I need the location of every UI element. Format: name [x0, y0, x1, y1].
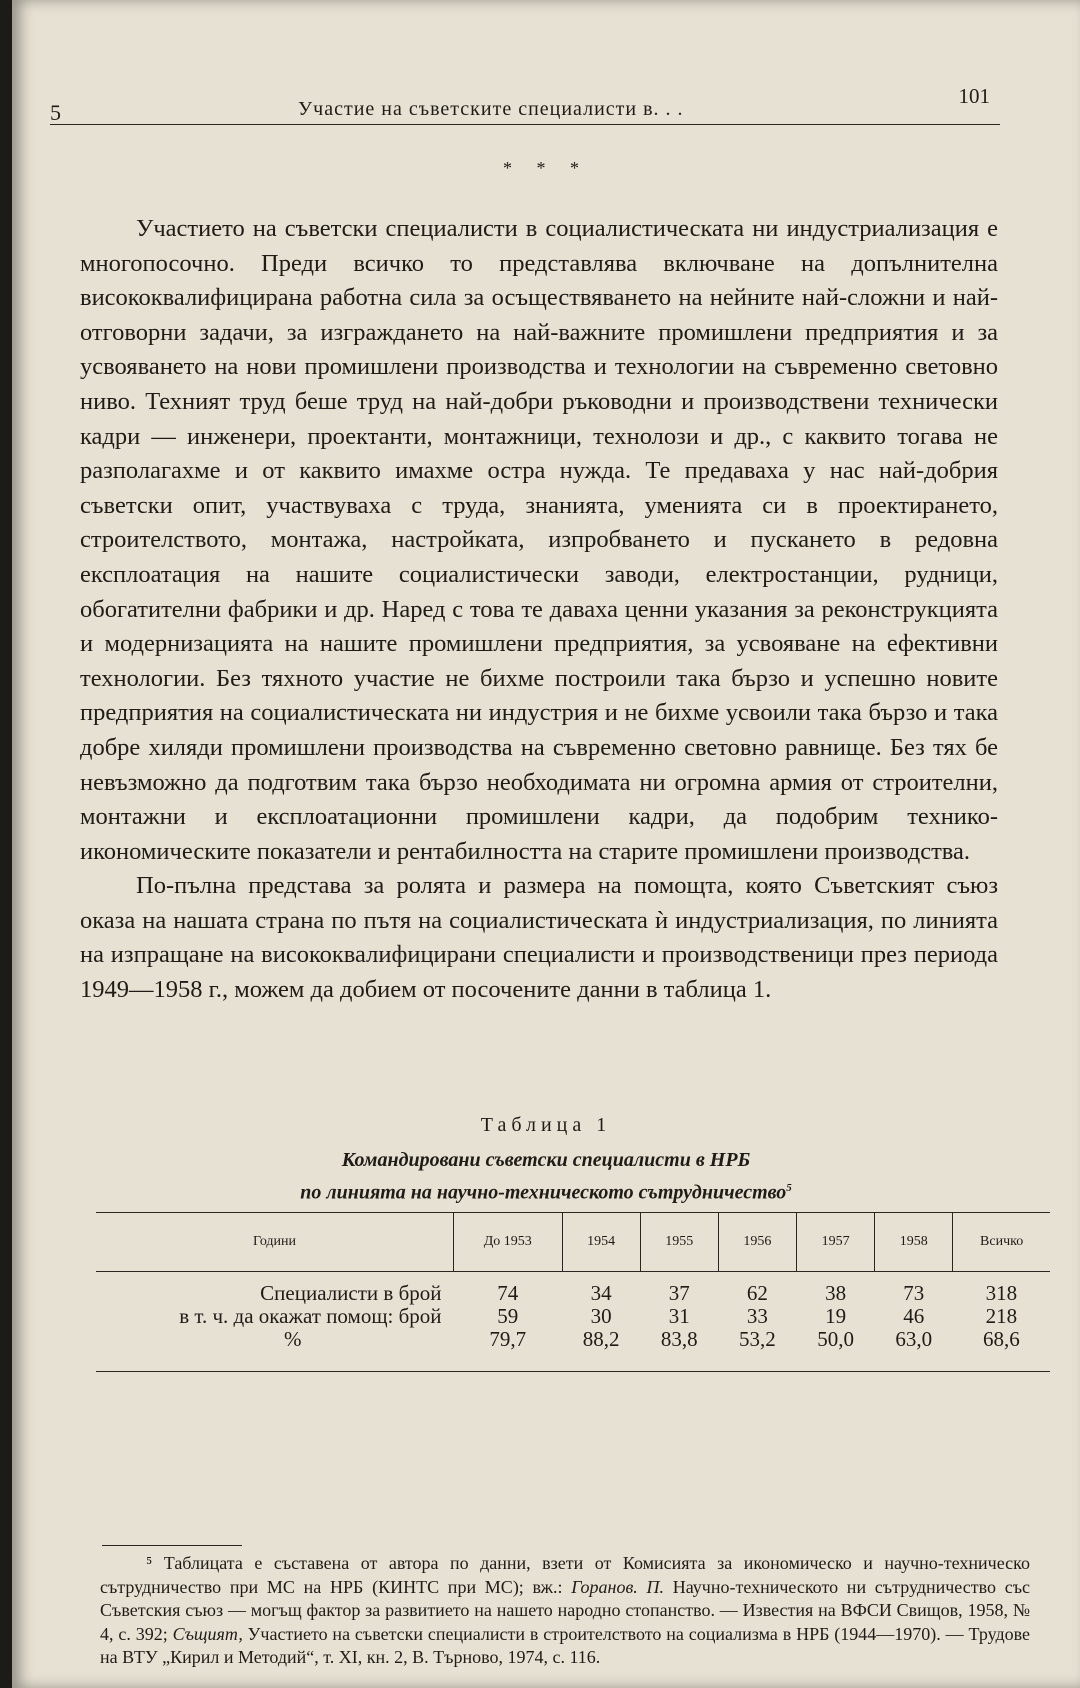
cell-value: 19 — [825, 1304, 847, 1328]
paragraph: По-пълна представа за ролята и размера на помощта, която Съветският съюз оказа на нашата страна по пътя на социалистическата ѝ индустриализация, по линията на изпращане на висококвалифицирани специалисти и производственици през периода 1949—1958 г., можем да добием от посочените данни в таблица 1. — [80, 872, 998, 1004]
column-header: Години — [96, 1213, 454, 1272]
cell-value: 59 — [497, 1304, 519, 1328]
table-cell — [718, 1272, 796, 1372]
row-label: в т. ч. да окажат помощ: брой — [179, 1304, 442, 1328]
table-cell — [797, 1272, 875, 1372]
footnote-text — [100, 1552, 1030, 1670]
cell-value: 38 — [825, 1281, 847, 1305]
table-subtitle-text: по линията на научно-техническото сътрудничество — [300, 1181, 787, 1204]
section-separator: * * * — [503, 158, 589, 178]
cell-value: 88,2 — [582, 1327, 620, 1351]
cell-value: 318 — [985, 1281, 1018, 1305]
footnote-marker: ⁵ — [146, 1553, 153, 1573]
cell-value: 218 — [985, 1304, 1018, 1328]
paragraph: Участието на съветски специалисти в социалистическата ни индустриализация е многопосочно. Преди всичко то представлява включване на допълнителна висококвалифицирана работна сила за осъществяването на нейните най-сложни и най-отговорни задачи, за изграждането на най-важните промишлени предприятия и за усвояването на нови промишлени производства и технологии на съвременно световно ниво. Техният труд беше труд на най-добри ръководни и производствени технически кадри — инженери, проектанти, монтажници, технолози и др., с каквито тогава не разполагахме и от каквито имахме остра нужда. Те предаваха у нас най-добрия съветски опит, участвуваха с труда, знанията, уменията си в проектирането, строителството, монтажа, настройката, изпробването и пускането в редовна експлоатация на нашите социалистически заводи, електростанции, рудници, обогатителни фабрики и др. Наред с това те даваха ценни указания за реконструкцията и модернизацията на нашите промишлени предприятия, за усвояване на ефективни технологии. Без тяхното участие не бихме построили така бързо и успешно новите предприятия на социалистическата ни индустрия и не бихме усвоили така бързо и така добре хиляди промишлени производства на съвременно световно равнище. Без тях бе невъзможно да подготвим така бързо необходимата ни огромна армия от строителни, монтажни и експлоатационни промишлени кадри, да подобрим технико-икономическите показатели и рентабилността на старите промишлени производства. — [80, 215, 998, 865]
cell-value: 79,7 — [489, 1327, 527, 1351]
footnote-segment: Участието на съветски специалисти в строителството на социализма в НРБ (1944—1970). — Трудове на ВТУ „Кирил и Методий“, т. XI, кн. 2, В. Търново, 1974, с. 116. — [100, 1623, 1030, 1667]
table-header-row — [96, 1213, 1050, 1272]
main-text — [80, 212, 998, 1008]
footnote-author: Горанов. П. — [571, 1576, 664, 1597]
cell-value: 63,0 — [895, 1327, 933, 1351]
footnote-segment: Научно-техническото ни сътрудничество със Съветския съюз — могъщ фактор за развитието на нашето народно стопанство. — Известия на ВФСИ Свищов, 1958, № 4, с. 392; — [100, 1576, 1030, 1644]
running-title: Участие на съветските специалисти в. . . — [298, 98, 684, 120]
table-cell — [454, 1272, 563, 1372]
column-header: До 1953 — [454, 1213, 563, 1272]
column-header: 1957 — [797, 1213, 875, 1272]
footnote-ref: 5 — [786, 1182, 792, 1194]
specialists-table — [96, 1212, 1050, 1372]
table-cell — [562, 1272, 640, 1372]
section-number: 5 — [50, 100, 61, 125]
cell-value: 30 — [590, 1304, 612, 1328]
table-cell — [640, 1272, 718, 1372]
book-page — [12, 0, 1080, 1688]
table-caption: Таблица 1 — [480, 1114, 612, 1136]
row-labels — [96, 1272, 454, 1372]
row-label: % — [284, 1327, 302, 1351]
cell-value: 68,6 — [983, 1327, 1020, 1351]
cell-value: 34 — [590, 1281, 612, 1305]
table-cell — [953, 1272, 1050, 1372]
cell-value: 62 — [746, 1281, 768, 1305]
cell-value: 53,2 — [739, 1327, 776, 1351]
footnote-author: Същият, — [172, 1623, 243, 1644]
cell-value: 83,8 — [660, 1327, 698, 1351]
column-header: 1954 — [562, 1213, 640, 1272]
column-header: Всичко — [953, 1213, 1050, 1272]
running-header — [50, 84, 1000, 125]
cell-value: 46 — [903, 1304, 925, 1328]
cell-value: 33 — [746, 1304, 768, 1328]
footnote-segment: Таблицата е съставена от автора по данни, взети от Комисията за икономическо и научно-техническо сътрудничество при МС на НРБ (КИНТС при МС); вж.: — [100, 1553, 1030, 1597]
footnote — [100, 1552, 1030, 1670]
footnote-rule — [102, 1545, 242, 1546]
page-number: 101 — [958, 84, 990, 108]
table-subtitle-line: Командировани съветски специалисти в НРБ — [341, 1149, 751, 1171]
cell-value: 37 — [668, 1281, 690, 1305]
column-header: 1958 — [875, 1213, 953, 1272]
row-label: Специалисти в брой — [260, 1281, 442, 1305]
cell-value: 74 — [497, 1281, 519, 1305]
table-row — [96, 1272, 1050, 1372]
cell-value: 50,0 — [817, 1327, 854, 1351]
table-subtitle — [12, 1146, 1080, 1207]
cell-value: 73 — [903, 1281, 925, 1305]
column-header: 1956 — [718, 1213, 796, 1272]
cell-value: 31 — [668, 1304, 690, 1328]
table-subtitle-line — [12, 1174, 1080, 1207]
column-header: 1955 — [640, 1213, 718, 1272]
table-cell — [875, 1272, 953, 1372]
